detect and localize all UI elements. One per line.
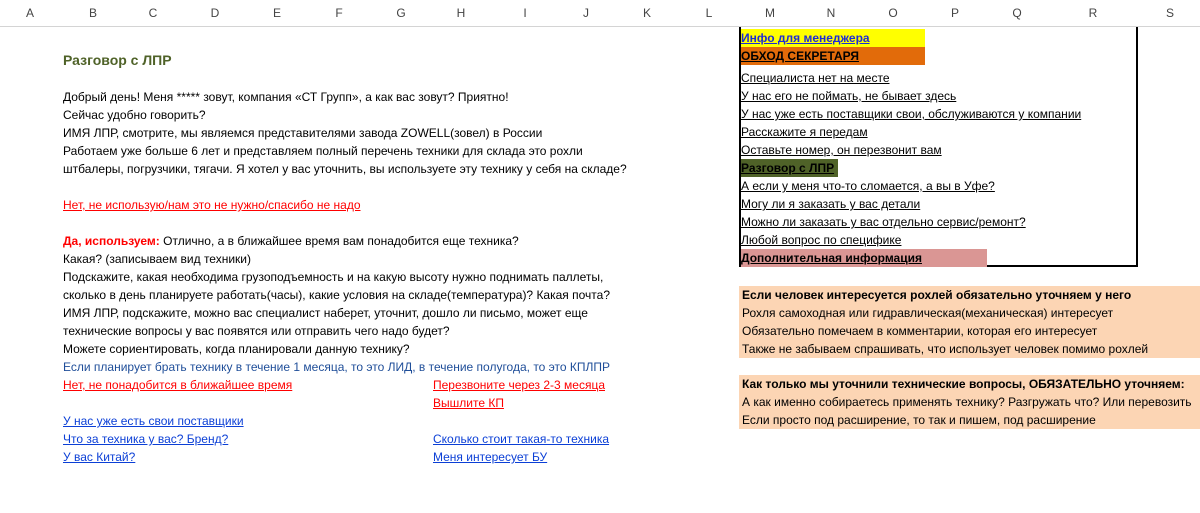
call-back-link[interactable]: Перезвоните через 2-3 месяца [433,378,605,392]
column-header[interactable]: S [1165,6,1175,20]
china-link[interactable]: У вас Китай? [63,450,136,464]
pallet-note [739,286,1200,358]
column-header[interactable]: E [272,6,282,20]
extra-info-link[interactable]: Дополнительная информация [741,249,987,267]
technical-note [739,375,1200,429]
column-header[interactable]: F [335,6,343,20]
used-link[interactable]: Меня интересует БУ [433,450,548,464]
secretary-item-link[interactable]: Расскажите я передам [741,125,868,139]
note-line[interactable]: Обязательно помечаем в комментарии, которая его интересует [742,324,1098,338]
question-line[interactable]: Какая? (записываем вид техники) [63,252,251,266]
script-line[interactable]: ИМЯ ЛПР, смотрите, мы являемся представителями завода ZOWELL(зовел) в России [63,126,543,140]
yes-text: Отлично, а в ближайшее время вам понадобится еще техника? [159,234,519,248]
column-header[interactable]: I [523,6,527,20]
column-header[interactable]: R [1088,6,1098,20]
brand-link[interactable]: Что за техника у вас? Бренд? [63,432,229,446]
lpr-item-link[interactable]: Можно ли заказать у вас отдельно сервис/ремонт? [741,215,1026,229]
secretary-item-link[interactable]: У нас уже есть поставщики свои, обслуживаются у компании [741,107,1082,121]
secretary-item-link[interactable]: У нас его не поймать, не бывает здесь [741,89,957,103]
note-line[interactable]: Рохля самоходная или гидравлическая(механическая) интересует [742,306,1114,320]
question-line[interactable]: Можете сориентировать, когда планировали данную технику? [63,342,410,356]
script-line[interactable]: Добрый день! Меня ***** зовут, компания «СТ Групп», а как вас зовут? Приятно! [63,90,509,104]
plan-note[interactable]: Если планирует брать технику в течение 1 месяца, то это ЛИД, в течение полугода, то это КПЛПР [63,360,611,374]
secretary-item-link[interactable]: Оставьте номер, он перезвонит вам [741,143,942,157]
column-header[interactable]: D [210,6,220,20]
script-line[interactable]: штбалеры, погрузчики, тягачи. Я хотел у вас уточнить, вы используете эту технику у себя на складе? [63,162,627,176]
question-line[interactable]: Подскажите, какая необходима грузоподъемность и на какую высоту нужно поднимать паллеты, [63,270,604,284]
yes-label: Да, используем: [63,234,160,248]
note-line[interactable]: Если просто под расширение, то так и пишем, под расширение [742,413,1096,427]
column-header[interactable]: J [583,6,589,20]
note-line[interactable]: Также не забываем спрашивать, что использует человек помимо рохлей [742,342,1149,356]
own-suppliers-link[interactable]: У нас уже есть свои поставщики [63,414,244,428]
column-header[interactable]: M [765,6,775,20]
column-header[interactable]: B [88,6,98,20]
script-line[interactable]: Работаем уже больше 6 лет и представляем полный перечень техники для склада это рохли [63,144,583,158]
send-offer-link[interactable]: Вышлите КП [433,396,504,410]
lpr-item-link[interactable]: Могу ли я заказать у вас детали [741,197,921,211]
column-header[interactable]: K [642,6,652,20]
lpr-item-link[interactable]: А если у меня что-то сломается, а вы в Уфе? [741,179,995,193]
yes-line[interactable] [63,232,519,250]
script-line[interactable]: Сейчас удобно говорить? [63,108,206,122]
column-header[interactable]: P [950,6,960,20]
no-use-link[interactable]: Нет, не использую/нам это не нужно/спасибо не надо [63,198,361,212]
column-header[interactable]: O [888,6,898,20]
column-header[interactable]: G [396,6,406,20]
column-header[interactable]: H [456,6,466,20]
column-header[interactable]: A [25,6,35,20]
lpr-item-link[interactable]: Любой вопрос по специфике [741,233,902,247]
note-line[interactable]: А как именно собираетесь применять технику? Разгружать что? Или перевозить [742,395,1192,409]
lpr-link[interactable]: Разговор с ЛПР [741,159,838,177]
price-link[interactable]: Сколько стоит такая-то техника [433,432,610,446]
column-header[interactable]: L [705,6,713,20]
question-line[interactable]: сколько в день планируете работать(часы), какие условия на складе(температура)? Какая почта? [63,288,610,302]
column-header[interactable]: Q [1012,6,1022,20]
note-heading[interactable]: Как только мы уточнили технические вопросы, ОБЯЗАТЕЛЬНО уточняем: [742,377,1185,391]
question-line[interactable]: ИМЯ ЛПР, подскажите, можно вас специалист наберет, уточнит, дошло ли письмо, может еще [63,306,588,320]
question-line[interactable]: технические вопросы у вас появятся или отправить чего надо будет? [63,324,450,338]
manager-info-link[interactable]: Инфо для менеджера [741,29,925,47]
column-header[interactable]: N [826,6,836,20]
note-heading[interactable]: Если человек интересуется рохлей обязательно уточняем у него [742,288,1132,302]
secretary-link[interactable]: ОБХОД СЕКРЕТАРЯ [741,47,925,65]
secretary-item-link[interactable]: Специалиста нет на месте [741,71,890,85]
no-need-link[interactable]: Нет, не понадобится в ближайшее время [63,378,293,392]
column-header-row [0,0,1200,27]
column-header[interactable]: C [148,6,158,20]
script-title: Разговор с ЛПР [63,52,172,68]
